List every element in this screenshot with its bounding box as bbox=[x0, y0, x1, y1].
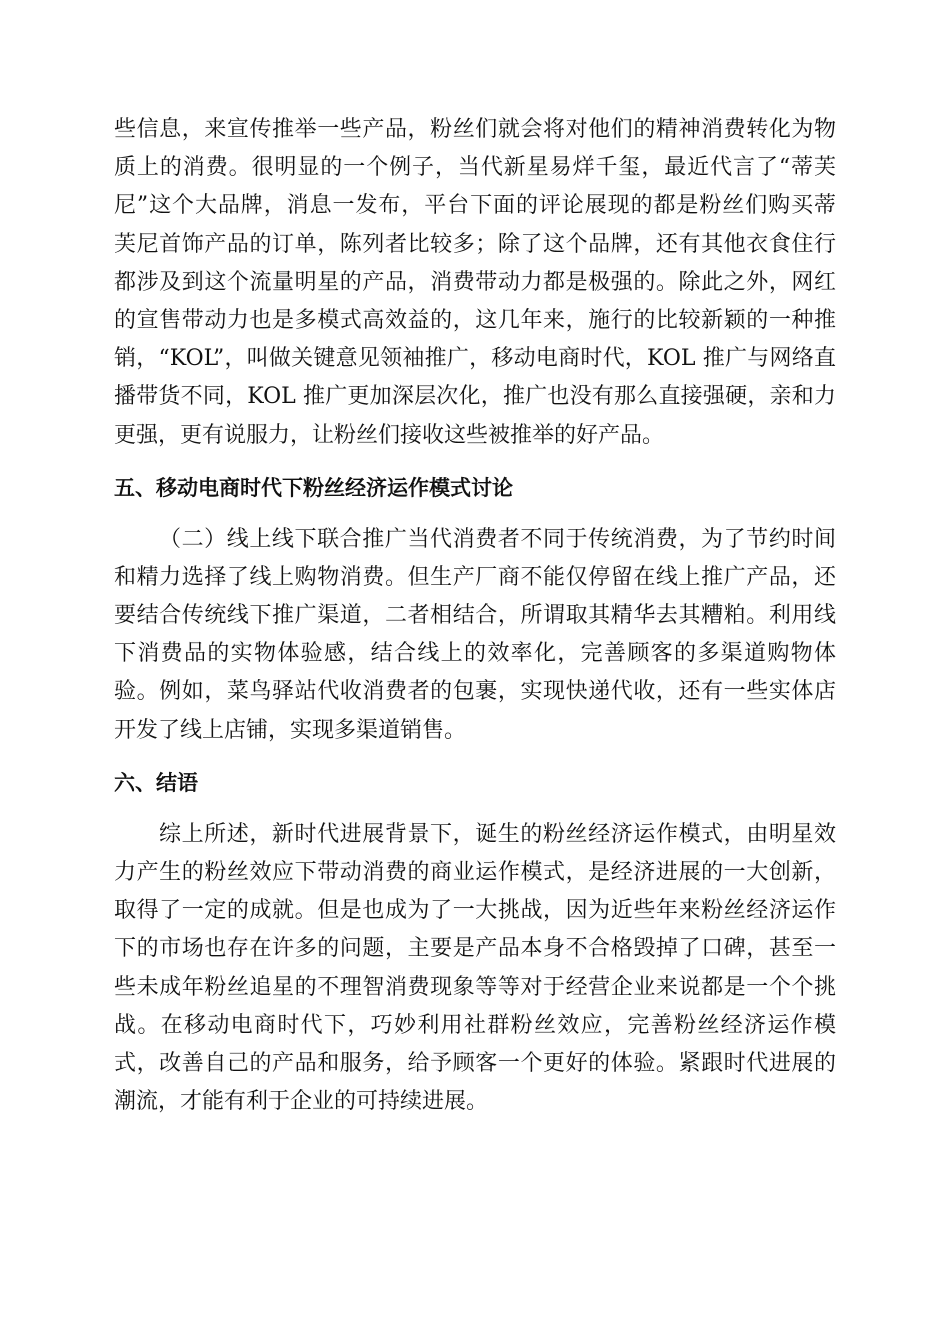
text-line: 质上的消费。很明显的一个例子，当代新星易烊千玺，最近代言了“蒂芙 bbox=[114, 155, 836, 181]
paragraph-continued bbox=[114, 111, 836, 455]
text-line: 更强，更有说服力，让粉丝们接收这些被推举的好产品。 bbox=[114, 422, 665, 448]
text-line: 销，“KOL”，叫做关键意见领袖推广，移动电商时代，KOL 推广与网络直 bbox=[114, 346, 836, 372]
text-line: 下的市场也存在许多的问题，主要是产品本身不合格毁掉了口碑，甚至一 bbox=[114, 936, 836, 962]
section-heading-5: 五、移动电商时代下粉丝经济运作模式讨论 bbox=[114, 475, 513, 500]
text-line: 尼”这个大品牌，消息一发布，平台下面的评论展现的都是粉丝们购买蒂 bbox=[114, 193, 836, 219]
text-line: 力产生的粉丝效应下带动消费的商业运作模式，是经济进展的一大创新， bbox=[114, 860, 836, 885]
text-line: 战。在移动电商时代下，巧妙利用社群粉丝效应，完善粉丝经济运作模 bbox=[114, 1012, 836, 1038]
text-line: 和精力选择了线上购物消费。但生产厂商不能仅停留在线上推广产品，还 bbox=[114, 564, 836, 590]
text-line: 要结合传统线下推广渠道，二者相结合，所谓取其精华去其糟粕。利用线 bbox=[114, 603, 836, 629]
text-line: 些未成年粉丝追星的不理智消费现象等等对于经营企业来说都是一个个挑 bbox=[114, 974, 836, 1000]
text-line: 芙尼首饰产品的订单，陈列者比较多；除了这个品牌，还有其他衣食住行 bbox=[114, 231, 836, 257]
paragraph-section-6 bbox=[114, 816, 836, 1122]
document-page bbox=[114, 111, 836, 1121]
section-heading-6: 六、结语 bbox=[114, 770, 198, 795]
paragraph-section-5 bbox=[114, 521, 836, 750]
text-line: 的宣售带动力也是多模式高效益的，这几年来，施行的比较新颖的一种推 bbox=[114, 307, 836, 333]
text-line: 些信息，来宣传推举一些产品，粉丝们就会将对他们的精神消费转化为物 bbox=[114, 117, 836, 142]
text-line: 都涉及到这个流量明星的产品，消费带动力都是极强的。除此之外，网红 bbox=[114, 269, 836, 295]
text-line: 下消费品的实物体验感，结合线上的效率化，完善顾客的多渠道购物体 bbox=[114, 641, 836, 667]
text-line: （二）线上线下联合推广当代消费者不同于传统消费，为了节约时间 bbox=[159, 526, 836, 552]
text-line: 验。例如，菜鸟驿站代收消费者的包裹，实现快递代收，还有一些实体店 bbox=[114, 679, 836, 705]
text-line: 潮流，才能有利于企业的可持续进展。 bbox=[114, 1089, 489, 1115]
text-line: 式，改善自己的产品和服务，给予顾客一个更好的体验。紧跟时代进展的 bbox=[114, 1050, 836, 1076]
text-line: 播带货不同，KOL 推广更加深层次化，推广也没有那么直接强硬，亲和力 bbox=[114, 384, 836, 410]
text-line: 开发了线上店铺，实现多渠道销售。 bbox=[114, 717, 467, 743]
text-line: 取得了一定的成就。但是也成为了一大挑战，因为近些年来粉丝经济运作 bbox=[114, 898, 836, 924]
text-line: 综上所述，新时代进展背景下，诞生的粉丝经济运作模式，由明星效 bbox=[159, 821, 836, 847]
